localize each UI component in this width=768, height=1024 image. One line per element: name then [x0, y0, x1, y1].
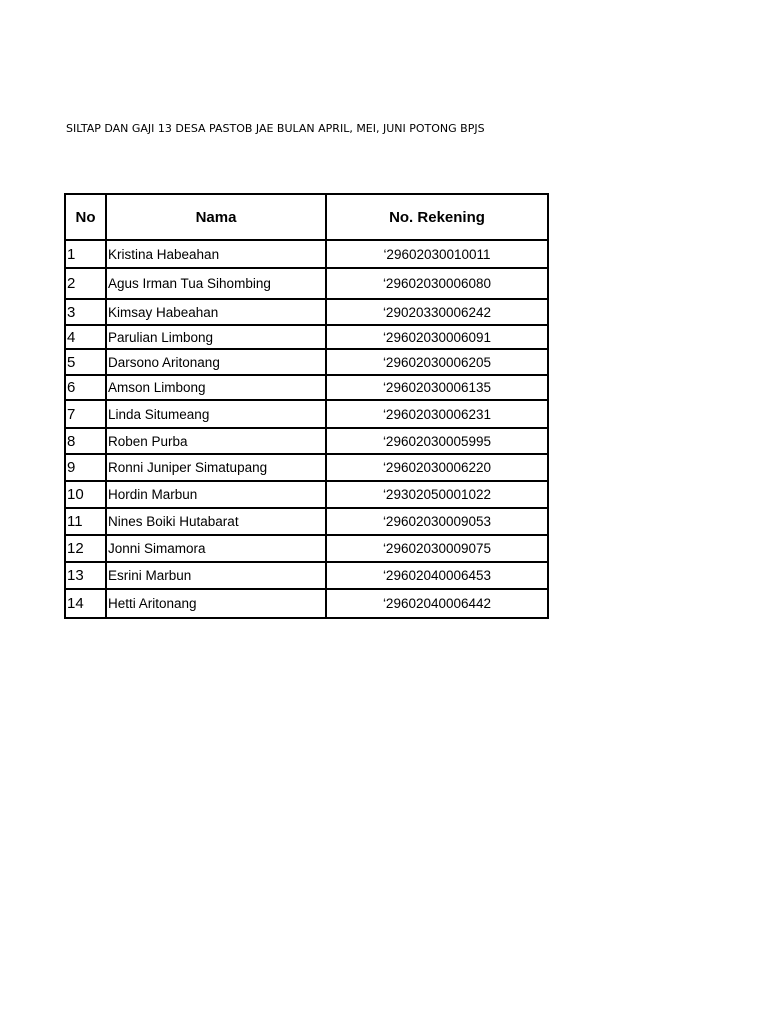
header-rekening: No. Rekening: [326, 194, 548, 240]
table-row: [65, 508, 548, 535]
cell-no: 12: [65, 535, 106, 562]
cell-nama: Amson Limbong: [106, 375, 326, 400]
cell-no: 1: [65, 240, 106, 268]
cell-rekening: ‘29602030009053: [326, 508, 548, 535]
cell-nama: Jonni Simamora: [106, 535, 326, 562]
cell-rekening: ‘29302050001022: [326, 481, 548, 508]
table-header-row: [65, 194, 548, 240]
cell-no: 13: [65, 562, 106, 589]
cell-rekening: ‘29602030006231: [326, 400, 548, 428]
cell-no: 8: [65, 428, 106, 454]
cell-no: 4: [65, 325, 106, 349]
cell-rekening: ‘29602040006453: [326, 562, 548, 589]
cell-nama: Darsono Aritonang: [106, 349, 326, 375]
rekening-table: [64, 193, 549, 619]
header-nama: Nama: [106, 194, 326, 240]
table-row: [65, 268, 548, 299]
table-row: [65, 349, 548, 375]
cell-rekening: ‘29602040006442: [326, 589, 548, 618]
table-row: [65, 299, 548, 325]
cell-nama: Ronni Juniper Simatupang: [106, 454, 326, 481]
cell-rekening: ‘29020330006242: [326, 299, 548, 325]
cell-nama: Linda Situmeang: [106, 400, 326, 428]
cell-rekening: ‘29602030006091: [326, 325, 548, 349]
cell-no: 10: [65, 481, 106, 508]
cell-nama: Roben Purba: [106, 428, 326, 454]
cell-rekening: ‘29602030005995: [326, 428, 548, 454]
header-no: No: [65, 194, 106, 240]
cell-nama: Hordin Marbun: [106, 481, 326, 508]
cell-no: 7: [65, 400, 106, 428]
cell-no: 9: [65, 454, 106, 481]
cell-nama: Esrini Marbun: [106, 562, 326, 589]
table-row: [65, 481, 548, 508]
table-row: [65, 562, 548, 589]
table-row: [65, 428, 548, 454]
table-row: [65, 589, 548, 618]
table-row: [65, 325, 548, 349]
cell-rekening: ‘29602030009075: [326, 535, 548, 562]
cell-rekening: ‘29602030006080: [326, 268, 548, 299]
cell-rekening: ‘29602030006220: [326, 454, 548, 481]
cell-no: 11: [65, 508, 106, 535]
table-row: [65, 400, 548, 428]
cell-nama: Parulian Limbong: [106, 325, 326, 349]
cell-rekening: ‘29602030006135: [326, 375, 548, 400]
cell-nama: Nines Boiki Hutabarat: [106, 508, 326, 535]
cell-no: 14: [65, 589, 106, 618]
table-row: [65, 375, 548, 400]
table-row: [65, 535, 548, 562]
table-row: [65, 240, 548, 268]
cell-no: 2: [65, 268, 106, 299]
cell-rekening: ‘29602030010011: [326, 240, 548, 268]
cell-rekening: ‘29602030006205: [326, 349, 548, 375]
cell-no: 6: [65, 375, 106, 400]
cell-nama: Kristina Habeahan: [106, 240, 326, 268]
cell-no: 3: [65, 299, 106, 325]
cell-nama: Hetti Aritonang: [106, 589, 326, 618]
table-row: [65, 454, 548, 481]
cell-nama: Kimsay Habeahan: [106, 299, 326, 325]
cell-nama: Agus Irman Tua Sihombing: [106, 268, 326, 299]
document-title: SILTAP DAN GAJI 13 DESA PASTOB JAE BULAN APRIL, MEI, JUNI POTONG BPJS: [66, 122, 485, 135]
cell-no: 5: [65, 349, 106, 375]
